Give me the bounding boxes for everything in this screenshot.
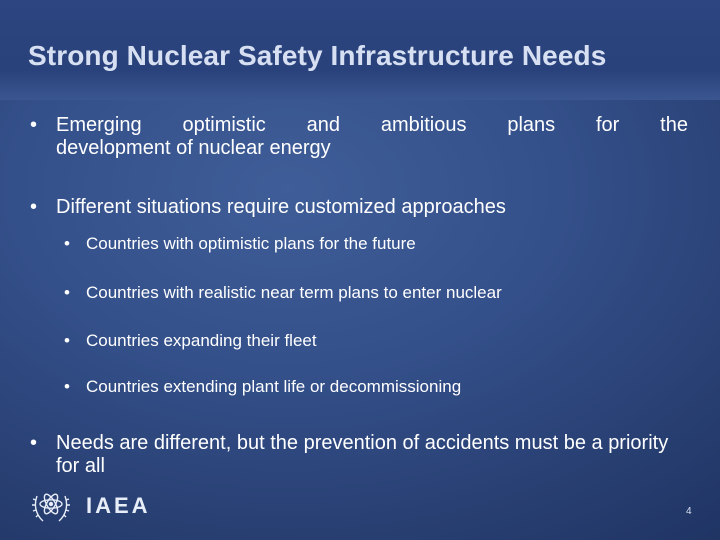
word: Emerging: [56, 114, 142, 136]
bullet-3-text: Needs are different, but the prevention of accidents must be a priority for all: [56, 432, 669, 477]
sub-bullet-3: [64, 331, 317, 351]
sub-bullet-text: Countries with realistic near term plans to enter nuclear: [86, 283, 502, 302]
slide-title: Strong Nuclear Safety Infrastructure Needs: [28, 40, 607, 71]
bullet-2-text: Different situations require customized approaches: [56, 196, 506, 218]
iaea-logo-icon: [30, 484, 72, 526]
sub-bullet-text: Countries with optimistic plans for the future: [86, 234, 416, 253]
bullet-dot: •: [30, 432, 38, 454]
word: the: [660, 114, 688, 136]
word: and: [306, 114, 341, 136]
iaea-logo-text: IAEA: [86, 493, 151, 518]
sub-bullet-4: [64, 377, 462, 397]
bullet-3: [30, 432, 696, 478]
page-number: 4: [686, 506, 692, 517]
sub-bullet-2: [64, 283, 502, 303]
word: plans: [507, 114, 556, 136]
word: ambitious: [380, 114, 467, 136]
sub-bullet-text: Countries extending plant life or decommissioning: [86, 377, 462, 396]
bullet-dot: •: [64, 283, 70, 302]
word: optimistic: [182, 114, 266, 136]
bullet-1: [30, 114, 688, 160]
bullet-2: [30, 196, 676, 219]
bullet-dot: •: [30, 196, 38, 218]
bullet-dot: •: [64, 234, 70, 253]
sub-bullet-1: [64, 234, 416, 254]
bullet-1-line-1: [56, 114, 688, 137]
bullet-dot: •: [64, 377, 70, 396]
word: for: [595, 114, 620, 136]
bullet-dot: •: [30, 114, 38, 136]
bullet-dot: •: [64, 331, 70, 350]
sub-bullet-text: Countries expanding their fleet: [86, 331, 317, 350]
bullet-1-line-2: development of nuclear energy: [56, 137, 331, 159]
